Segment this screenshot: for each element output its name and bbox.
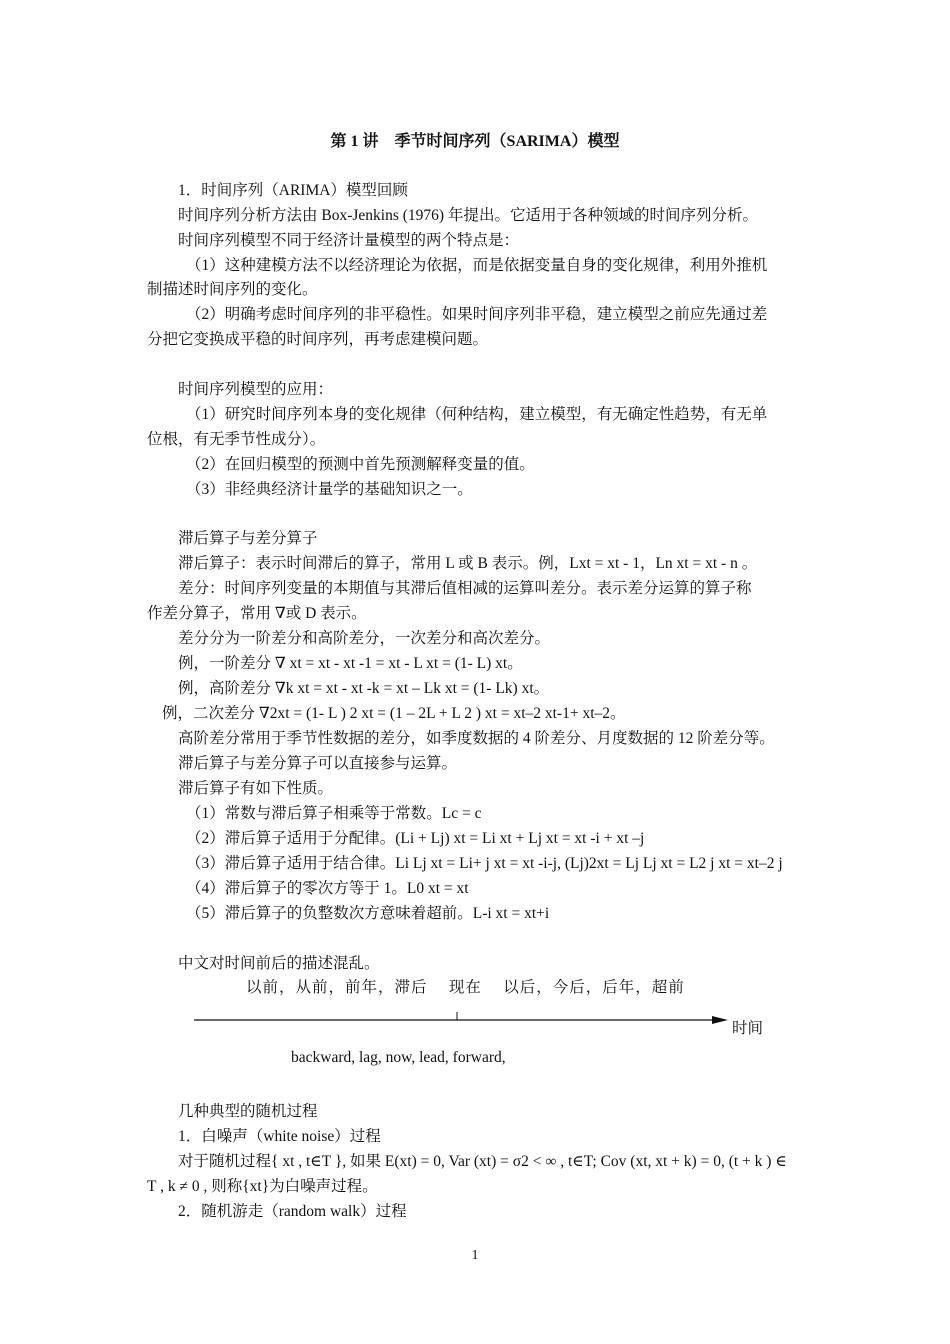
text-line: 作差分算子，常用 ∇或 D 表示。 bbox=[147, 605, 367, 622]
formula-line: T , k ≠ 0 , 则称{xt}为白噪声过程。 bbox=[147, 1178, 378, 1195]
timeline-english-words: backward, lag, now, lead, forward, bbox=[291, 1049, 506, 1066]
formula-line: （3）滞后算子适用于结合律。Li Lj xt = Li+ j xt = xt -i-j, (Lj)2xt = Lj Lj xt = L2 j xt = xt–2 j bbox=[186, 855, 783, 872]
formula-line: 对于随机过程{ xt , t∈T }, 如果 E(xt) = 0, Var (xt) = σ2 < ∞ , t∈T; Cov (xt, xt + k) = 0, (t + k ) ∈ bbox=[178, 1153, 787, 1170]
text-line: 时间序列模型不同于经济计量模型的两个特点是： bbox=[178, 232, 520, 249]
text-line: 差分：时间序列变量的本期值与其滞后值相减的运算叫差分。表示差分运算的算子称 bbox=[178, 580, 752, 597]
text-line: 位根，有无季节性成分）。 bbox=[147, 431, 326, 448]
text-line: 时间序列模型的应用： bbox=[178, 381, 334, 398]
section-heading-operators: 滞后算子与差分算子 bbox=[178, 530, 318, 547]
text-line: （1）这种建模方法不以经济理论为依据，而是依据变量自身的变化规律，利用外推机 bbox=[186, 257, 768, 274]
text-line: （2）在回归模型的预测中首先预测解释变量的值。 bbox=[186, 456, 535, 473]
text-line: 分把它变换成平稳的时间序列，再考虑建模问题。 bbox=[147, 331, 489, 348]
formula-line: （4）滞后算子的零次方等于 1。L0 xt = xt bbox=[186, 880, 469, 897]
text-line: 制描述时间序列的变化。 bbox=[147, 281, 318, 298]
section-heading-arima: 1．时间序列（ARIMA）模型回顾 bbox=[178, 182, 408, 199]
page-title: 第 1 讲 季节时间序列（SARIMA）模型 bbox=[330, 133, 620, 150]
text-line: 滞后算子：表示时间滞后的算子，常用 L 或 B 表示。例，Lxt = xt - 1，Ln xt = xt - n 。 bbox=[178, 555, 758, 572]
arrow-icon bbox=[712, 1016, 728, 1024]
text-line: 中文对时间前后的描述混乱。 bbox=[178, 955, 380, 972]
text-line: 差分分为一阶差分和高阶差分，一次差分和高次差分。 bbox=[178, 630, 551, 647]
timeline-axis-label: 时间 bbox=[732, 1020, 764, 1037]
timeline-chinese-words: 以前，从前，前年，滞后 现在 以后，今后，后年，超前 bbox=[246, 979, 685, 996]
formula-line: （1）常数与滞后算子相乘等于常数。Lc = c bbox=[186, 805, 482, 822]
text-line: 2．随机游走（random walk）过程 bbox=[178, 1203, 407, 1220]
formula-line: 例，一阶差分 ∇ xt = xt - xt -1 = xt - L xt = (1- L) xt。 bbox=[178, 655, 523, 672]
formula-line: （5）滞后算子的负整数次方意味着超前。L-i xt = xt+i bbox=[186, 905, 550, 922]
text-line: （1）研究时间序列本身的变化规律（何种结构，建立模型，有无确定性趋势，有无单 bbox=[186, 406, 768, 423]
text-line: 滞后算子与差分算子可以直接参与运算。 bbox=[178, 755, 458, 772]
text-line: （3）非经典经济计量学的基础知识之一。 bbox=[186, 481, 473, 498]
timeline-axis bbox=[192, 1008, 732, 1030]
text-line: 滞后算子有如下性质。 bbox=[178, 780, 334, 797]
formula-line: 例，二次差分 ∇2xt = (1- L ) 2 xt = (1 – 2L + L 2 ) xt = xt–2 xt-1+ xt–2。 bbox=[162, 705, 626, 722]
formula-line: （2）滞后算子适用于分配律。(Li + Lj) xt = Li xt + Lj xt = xt -i + xt –j bbox=[186, 830, 645, 847]
text-line: 时间序列分析方法由 Box-Jenkins (1976) 年提出。它适用于各种领域的时间序列分析。 bbox=[178, 207, 758, 224]
text-line: （2）明确考虑时间序列的非平稳性。如果时间序列非平稳，建立模型之前应先通过差 bbox=[186, 306, 768, 323]
formula-line: 例，高阶差分 ∇k xt = xt - xt -k = xt – Lk xt = (1- Lk) xt。 bbox=[178, 680, 550, 697]
text-line: 1．白噪声（white noise）过程 bbox=[178, 1128, 381, 1145]
page-number: 1 bbox=[471, 1248, 479, 1263]
text-line: 高阶差分常用于季节性数据的差分，如季度数据的 4 阶差分、月度数据的 12 阶差分等。 bbox=[178, 730, 775, 747]
section-heading-processes: 几种典型的随机过程 bbox=[178, 1103, 318, 1120]
